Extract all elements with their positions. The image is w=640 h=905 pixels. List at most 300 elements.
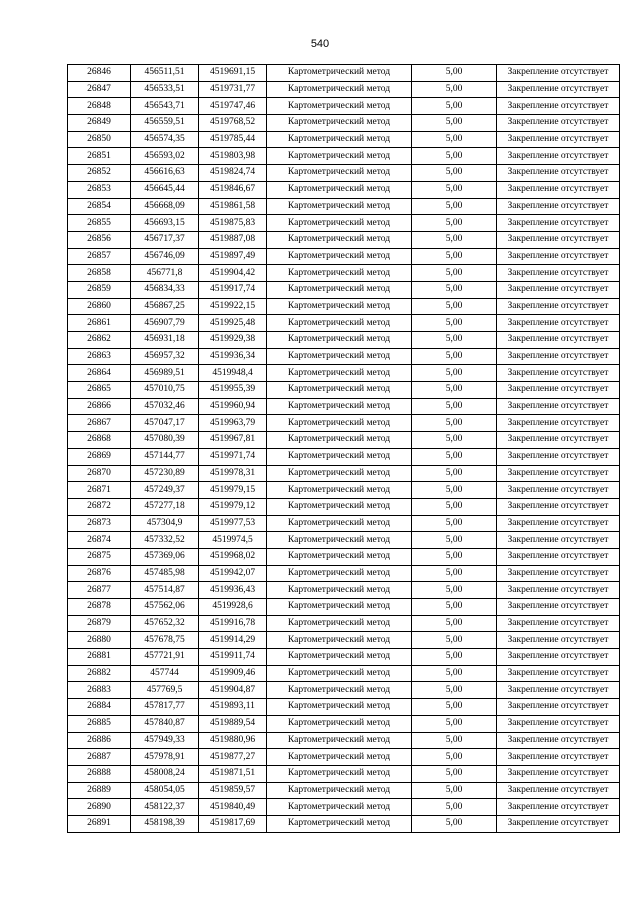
table-row [68, 515, 620, 532]
accuracy-cell: 5,00 [412, 799, 497, 816]
fixation-cell: Закрепление отсутствует [497, 649, 620, 666]
fixation-cell: Закрепление отсутствует [497, 398, 620, 415]
x-coordinate-cell: 457721,91 [131, 649, 199, 666]
y-coordinate-cell: 4519875,83 [199, 215, 267, 232]
method-cell: Картометрический метод [267, 198, 412, 215]
point-number-cell: 26868 [68, 432, 131, 449]
point-number-cell: 26889 [68, 782, 131, 799]
point-number-cell: 26846 [68, 65, 131, 82]
fixation-cell: Закрепление отсутствует [497, 632, 620, 649]
point-number-cell: 26861 [68, 315, 131, 332]
method-cell: Картометрический метод [267, 231, 412, 248]
table-row [68, 632, 620, 649]
method-cell: Картометрический метод [267, 665, 412, 682]
y-coordinate-cell: 4519929,38 [199, 332, 267, 349]
method-cell: Картометрический метод [267, 165, 412, 182]
point-number-cell: 26879 [68, 615, 131, 632]
table-row [68, 181, 620, 198]
fixation-cell: Закрепление отсутствует [497, 115, 620, 132]
point-number-cell: 26859 [68, 281, 131, 298]
x-coordinate-cell: 457144,77 [131, 448, 199, 465]
point-number-cell: 26849 [68, 115, 131, 132]
y-coordinate-cell: 4519904,87 [199, 682, 267, 699]
page-number: 540 [310, 38, 330, 50]
method-cell: Картометрический метод [267, 298, 412, 315]
method-cell: Картометрический метод [267, 782, 412, 799]
y-coordinate-cell: 4519911,74 [199, 649, 267, 666]
point-number-cell: 26863 [68, 348, 131, 365]
method-cell: Картометрический метод [267, 599, 412, 616]
accuracy-cell: 5,00 [412, 699, 497, 716]
method-cell: Картометрический метод [267, 131, 412, 148]
method-cell: Картометрический метод [267, 348, 412, 365]
y-coordinate-cell: 4519971,74 [199, 448, 267, 465]
point-number-cell: 26855 [68, 215, 131, 232]
method-cell: Картометрический метод [267, 548, 412, 565]
point-number-cell: 26877 [68, 582, 131, 599]
method-cell: Картометрический метод [267, 98, 412, 115]
x-coordinate-cell: 456867,25 [131, 298, 199, 315]
x-coordinate-cell: 457230,89 [131, 465, 199, 482]
y-coordinate-cell: 4519917,74 [199, 281, 267, 298]
table-row [68, 131, 620, 148]
accuracy-cell: 5,00 [412, 732, 497, 749]
table-row [68, 749, 620, 766]
fixation-cell: Закрепление отсутствует [497, 465, 620, 482]
y-coordinate-cell: 4519916,78 [199, 615, 267, 632]
y-coordinate-cell: 4519979,12 [199, 498, 267, 515]
accuracy-cell: 5,00 [412, 515, 497, 532]
table-row [68, 565, 620, 582]
accuracy-cell: 5,00 [412, 765, 497, 782]
x-coordinate-cell: 457978,91 [131, 749, 199, 766]
table-row [68, 231, 620, 248]
x-coordinate-cell: 457769,5 [131, 682, 199, 699]
method-cell: Картометрический метод [267, 81, 412, 98]
x-coordinate-cell: 457369,06 [131, 548, 199, 565]
method-cell: Картометрический метод [267, 532, 412, 549]
method-cell: Картометрический метод [267, 432, 412, 449]
y-coordinate-cell: 4519817,69 [199, 815, 267, 832]
y-coordinate-cell: 4519928,6 [199, 599, 267, 616]
fixation-cell: Закрепление отсутствует [497, 482, 620, 499]
table-row [68, 265, 620, 282]
accuracy-cell: 5,00 [412, 815, 497, 832]
table-row [68, 699, 620, 716]
point-number-cell: 26882 [68, 665, 131, 682]
y-coordinate-cell: 4519955,39 [199, 382, 267, 399]
accuracy-cell: 5,00 [412, 398, 497, 415]
y-coordinate-cell: 4519824,74 [199, 165, 267, 182]
x-coordinate-cell: 457047,17 [131, 415, 199, 432]
accuracy-cell: 5,00 [412, 215, 497, 232]
y-coordinate-cell: 4519747,46 [199, 98, 267, 115]
point-number-cell: 26880 [68, 632, 131, 649]
method-cell: Картометрический метод [267, 715, 412, 732]
point-number-cell: 26869 [68, 448, 131, 465]
point-number-cell: 26865 [68, 382, 131, 399]
fixation-cell: Закрепление отсутствует [497, 682, 620, 699]
fixation-cell: Закрепление отсутствует [497, 532, 620, 549]
x-coordinate-cell: 457652,32 [131, 615, 199, 632]
accuracy-cell: 5,00 [412, 415, 497, 432]
method-cell: Картометрический метод [267, 465, 412, 482]
accuracy-cell: 5,00 [412, 582, 497, 599]
fixation-cell: Закрепление отсутствует [497, 315, 620, 332]
accuracy-cell: 5,00 [412, 248, 497, 265]
x-coordinate-cell: 456533,51 [131, 81, 199, 98]
method-cell: Картометрический метод [267, 649, 412, 666]
fixation-cell: Закрепление отсутствует [497, 582, 620, 599]
point-number-cell: 26890 [68, 799, 131, 816]
accuracy-cell: 5,00 [412, 548, 497, 565]
point-number-cell: 26886 [68, 732, 131, 749]
method-cell: Картометрический метод [267, 65, 412, 82]
y-coordinate-cell: 4519909,46 [199, 665, 267, 682]
accuracy-cell: 5,00 [412, 482, 497, 499]
method-cell: Картометрический метод [267, 332, 412, 349]
table-row [68, 415, 620, 432]
fixation-cell: Закрепление отсутствует [497, 548, 620, 565]
accuracy-cell: 5,00 [412, 148, 497, 165]
y-coordinate-cell: 4519936,43 [199, 582, 267, 599]
fixation-cell: Закрепление отсутствует [497, 332, 620, 349]
method-cell: Картометрический метод [267, 248, 412, 265]
method-cell: Картометрический метод [267, 148, 412, 165]
table-row [68, 498, 620, 515]
table-row [68, 65, 620, 82]
fixation-cell: Закрепление отсутствует [497, 515, 620, 532]
table-row [68, 582, 620, 599]
fixation-cell: Закрепление отсутствует [497, 131, 620, 148]
method-cell: Картометрический метод [267, 265, 412, 282]
table-row [68, 281, 620, 298]
table-row [68, 732, 620, 749]
y-coordinate-cell: 4519904,42 [199, 265, 267, 282]
fixation-cell: Закрепление отсутствует [497, 448, 620, 465]
point-number-cell: 26864 [68, 365, 131, 382]
x-coordinate-cell: 456989,51 [131, 365, 199, 382]
accuracy-cell: 5,00 [412, 165, 497, 182]
point-number-cell: 26862 [68, 332, 131, 349]
point-number-cell: 26858 [68, 265, 131, 282]
x-coordinate-cell: 456693,15 [131, 215, 199, 232]
method-cell: Картометрический метод [267, 382, 412, 399]
x-coordinate-cell: 456907,79 [131, 315, 199, 332]
method-cell: Картометрический метод [267, 515, 412, 532]
point-number-cell: 26854 [68, 198, 131, 215]
y-coordinate-cell: 4519768,52 [199, 115, 267, 132]
point-number-cell: 26847 [68, 81, 131, 98]
x-coordinate-cell: 456957,32 [131, 348, 199, 365]
fixation-cell: Закрепление отсутствует [497, 298, 620, 315]
fixation-cell: Закрепление отсутствует [497, 665, 620, 682]
y-coordinate-cell: 4519840,49 [199, 799, 267, 816]
point-number-cell: 26852 [68, 165, 131, 182]
x-coordinate-cell: 458122,37 [131, 799, 199, 816]
point-number-cell: 26878 [68, 599, 131, 616]
y-coordinate-cell: 4519977,53 [199, 515, 267, 532]
table-row [68, 715, 620, 732]
fixation-cell: Закрепление отсутствует [497, 615, 620, 632]
table-row [68, 165, 620, 182]
y-coordinate-cell: 4519974,5 [199, 532, 267, 549]
table-row [68, 649, 620, 666]
x-coordinate-cell: 457277,18 [131, 498, 199, 515]
accuracy-cell: 5,00 [412, 332, 497, 349]
method-cell: Картометрический метод [267, 365, 412, 382]
point-number-cell: 26851 [68, 148, 131, 165]
method-cell: Картометрический метод [267, 498, 412, 515]
method-cell: Картометрический метод [267, 815, 412, 832]
fixation-cell: Закрепление отсутствует [497, 715, 620, 732]
point-number-cell: 26881 [68, 649, 131, 666]
fixation-cell: Закрепление отсутствует [497, 198, 620, 215]
y-coordinate-cell: 4519803,98 [199, 148, 267, 165]
x-coordinate-cell: 456559,51 [131, 115, 199, 132]
accuracy-cell: 5,00 [412, 432, 497, 449]
method-cell: Картометрический метод [267, 215, 412, 232]
fixation-cell: Закрепление отсутствует [497, 148, 620, 165]
table-row [68, 115, 620, 132]
y-coordinate-cell: 4519979,15 [199, 482, 267, 499]
fixation-cell: Закрепление отсутствует [497, 498, 620, 515]
x-coordinate-cell: 458008,24 [131, 765, 199, 782]
accuracy-cell: 5,00 [412, 315, 497, 332]
method-cell: Картометрический метод [267, 732, 412, 749]
fixation-cell: Закрепление отсутствует [497, 699, 620, 716]
accuracy-cell: 5,00 [412, 281, 497, 298]
x-coordinate-cell: 458198,39 [131, 815, 199, 832]
point-number-cell: 26884 [68, 699, 131, 716]
table-row [68, 615, 620, 632]
table-row [68, 799, 620, 816]
accuracy-cell: 5,00 [412, 115, 497, 132]
y-coordinate-cell: 4519960,94 [199, 398, 267, 415]
y-coordinate-cell: 4519967,81 [199, 432, 267, 449]
accuracy-cell: 5,00 [412, 98, 497, 115]
x-coordinate-cell: 456593,02 [131, 148, 199, 165]
table-row [68, 332, 620, 349]
point-number-cell: 26860 [68, 298, 131, 315]
x-coordinate-cell: 457485,98 [131, 565, 199, 582]
accuracy-cell: 5,00 [412, 181, 497, 198]
table-row [68, 532, 620, 549]
accuracy-cell: 5,00 [412, 665, 497, 682]
point-number-cell: 26870 [68, 465, 131, 482]
accuracy-cell: 5,00 [412, 265, 497, 282]
method-cell: Картометрический метод [267, 448, 412, 465]
x-coordinate-cell: 456543,71 [131, 98, 199, 115]
accuracy-cell: 5,00 [412, 615, 497, 632]
y-coordinate-cell: 4519861,58 [199, 198, 267, 215]
x-coordinate-cell: 456574,35 [131, 131, 199, 148]
x-coordinate-cell: 457304,9 [131, 515, 199, 532]
accuracy-cell: 5,00 [412, 465, 497, 482]
accuracy-cell: 5,00 [412, 565, 497, 582]
method-cell: Картометрический метод [267, 181, 412, 198]
table-row [68, 398, 620, 415]
fixation-cell: Закрепление отсутствует [497, 432, 620, 449]
fixation-cell: Закрепление отсутствует [497, 165, 620, 182]
x-coordinate-cell: 457249,37 [131, 482, 199, 499]
fixation-cell: Закрепление отсутствует [497, 749, 620, 766]
method-cell: Картометрический метод [267, 682, 412, 699]
method-cell: Картометрический метод [267, 582, 412, 599]
y-coordinate-cell: 4519922,15 [199, 298, 267, 315]
fixation-cell: Закрепление отсутствует [497, 81, 620, 98]
table-row [68, 432, 620, 449]
y-coordinate-cell: 4519785,44 [199, 131, 267, 148]
fixation-cell: Закрепление отсутствует [497, 65, 620, 82]
fixation-cell: Закрепление отсутствует [497, 98, 620, 115]
y-coordinate-cell: 4519691,15 [199, 65, 267, 82]
y-coordinate-cell: 4519936,34 [199, 348, 267, 365]
point-number-cell: 26891 [68, 815, 131, 832]
method-cell: Картометрический метод [267, 749, 412, 766]
method-cell: Картометрический метод [267, 281, 412, 298]
point-number-cell: 26885 [68, 715, 131, 732]
point-number-cell: 26853 [68, 181, 131, 198]
method-cell: Картометрический метод [267, 115, 412, 132]
fixation-cell: Закрепление отсутствует [497, 565, 620, 582]
table-row [68, 98, 620, 115]
accuracy-cell: 5,00 [412, 498, 497, 515]
fixation-cell: Закрепление отсутствует [497, 599, 620, 616]
accuracy-cell: 5,00 [412, 715, 497, 732]
x-coordinate-cell: 456771,8 [131, 265, 199, 282]
method-cell: Картометрический метод [267, 565, 412, 582]
x-coordinate-cell: 457080,39 [131, 432, 199, 449]
x-coordinate-cell: 456746,09 [131, 248, 199, 265]
point-number-cell: 26871 [68, 482, 131, 499]
table-row [68, 81, 620, 98]
fixation-cell: Закрепление отсутствует [497, 799, 620, 816]
accuracy-cell: 5,00 [412, 682, 497, 699]
point-number-cell: 26888 [68, 765, 131, 782]
table-row [68, 599, 620, 616]
method-cell: Картометрический метод [267, 632, 412, 649]
accuracy-cell: 5,00 [412, 749, 497, 766]
accuracy-cell: 5,00 [412, 448, 497, 465]
point-number-cell: 26850 [68, 131, 131, 148]
fixation-cell: Закрепление отсутствует [497, 181, 620, 198]
x-coordinate-cell: 458054,05 [131, 782, 199, 799]
method-cell: Картометрический метод [267, 415, 412, 432]
fixation-cell: Закрепление отсутствует [497, 231, 620, 248]
fixation-cell: Закрепление отсутствует [497, 348, 620, 365]
x-coordinate-cell: 456668,09 [131, 198, 199, 215]
y-coordinate-cell: 4519925,48 [199, 315, 267, 332]
x-coordinate-cell: 457514,87 [131, 582, 199, 599]
table-row [68, 365, 620, 382]
accuracy-cell: 5,00 [412, 231, 497, 248]
accuracy-cell: 5,00 [412, 298, 497, 315]
point-number-cell: 26874 [68, 532, 131, 549]
accuracy-cell: 5,00 [412, 81, 497, 98]
x-coordinate-cell: 457562,06 [131, 599, 199, 616]
x-coordinate-cell: 456616,63 [131, 165, 199, 182]
x-coordinate-cell: 457817,77 [131, 699, 199, 716]
y-coordinate-cell: 4519871,51 [199, 765, 267, 782]
table-row [68, 448, 620, 465]
table-row [68, 815, 620, 832]
y-coordinate-cell: 4519846,67 [199, 181, 267, 198]
table-row [68, 215, 620, 232]
accuracy-cell: 5,00 [412, 382, 497, 399]
x-coordinate-cell: 456717,37 [131, 231, 199, 248]
x-coordinate-cell: 456931,18 [131, 332, 199, 349]
y-coordinate-cell: 4519887,08 [199, 231, 267, 248]
fixation-cell: Закрепление отсутствует [497, 215, 620, 232]
point-number-cell: 26872 [68, 498, 131, 515]
method-cell: Картометрический метод [267, 699, 412, 716]
table-row [68, 482, 620, 499]
fixation-cell: Закрепление отсутствует [497, 765, 620, 782]
table-row [68, 148, 620, 165]
y-coordinate-cell: 4519859,57 [199, 782, 267, 799]
fixation-cell: Закрепление отсутствует [497, 815, 620, 832]
point-number-cell: 26866 [68, 398, 131, 415]
y-coordinate-cell: 4519914,29 [199, 632, 267, 649]
x-coordinate-cell: 457840,87 [131, 715, 199, 732]
y-coordinate-cell: 4519877,27 [199, 749, 267, 766]
y-coordinate-cell: 4519893,11 [199, 699, 267, 716]
x-coordinate-cell: 457678,75 [131, 632, 199, 649]
y-coordinate-cell: 4519880,96 [199, 732, 267, 749]
point-number-cell: 26883 [68, 682, 131, 699]
x-coordinate-cell: 457744 [131, 665, 199, 682]
method-cell: Картометрический метод [267, 398, 412, 415]
table-row [68, 782, 620, 799]
point-number-cell: 26856 [68, 231, 131, 248]
y-coordinate-cell: 4519978,31 [199, 465, 267, 482]
x-coordinate-cell: 457949,33 [131, 732, 199, 749]
table-row [68, 382, 620, 399]
x-coordinate-cell: 457010,75 [131, 382, 199, 399]
point-number-cell: 26875 [68, 548, 131, 565]
accuracy-cell: 5,00 [412, 649, 497, 666]
accuracy-cell: 5,00 [412, 65, 497, 82]
x-coordinate-cell: 456645,44 [131, 181, 199, 198]
fixation-cell: Закрепление отсутствует [497, 281, 620, 298]
x-coordinate-cell: 456834,33 [131, 281, 199, 298]
table-row [68, 765, 620, 782]
table-row [68, 548, 620, 565]
y-coordinate-cell: 4519963,79 [199, 415, 267, 432]
method-cell: Картометрический метод [267, 482, 412, 499]
point-number-cell: 26867 [68, 415, 131, 432]
fixation-cell: Закрепление отсутствует [497, 382, 620, 399]
table-row [68, 348, 620, 365]
y-coordinate-cell: 4519889,54 [199, 715, 267, 732]
accuracy-cell: 5,00 [412, 348, 497, 365]
fixation-cell: Закрепление отсутствует [497, 415, 620, 432]
fixation-cell: Закрепление отсутствует [497, 732, 620, 749]
table-row [68, 298, 620, 315]
table-row [68, 198, 620, 215]
y-coordinate-cell: 4519948,4 [199, 365, 267, 382]
table-row [68, 315, 620, 332]
fixation-cell: Закрепление отсутствует [497, 248, 620, 265]
point-number-cell: 26857 [68, 248, 131, 265]
accuracy-cell: 5,00 [412, 782, 497, 799]
fixation-cell: Закрепление отсутствует [497, 782, 620, 799]
x-coordinate-cell: 456511,51 [131, 65, 199, 82]
accuracy-cell: 5,00 [412, 599, 497, 616]
method-cell: Картометрический метод [267, 315, 412, 332]
point-number-cell: 26848 [68, 98, 131, 115]
